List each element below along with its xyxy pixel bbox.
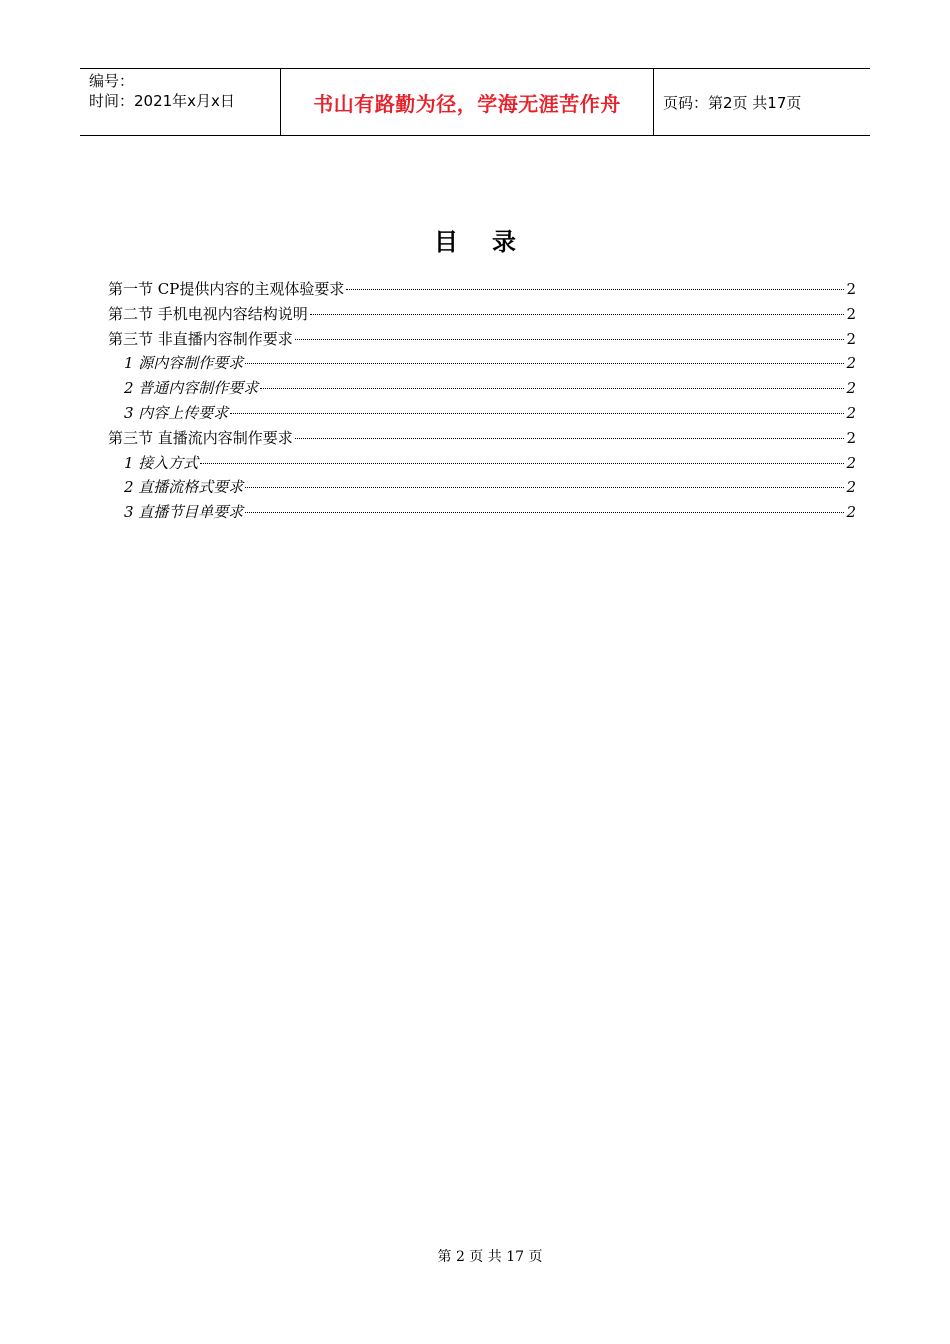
toc-entry-label: 第一节 CP提供内容的主观体验要求	[108, 280, 345, 298]
toc-entry-page: 2	[846, 453, 856, 472]
toc-leader	[295, 437, 844, 439]
toc-subentry[interactable]	[108, 402, 856, 427]
toc-leader	[245, 511, 844, 513]
code-label: 编号：	[89, 72, 135, 90]
toc-entry-page: 2	[846, 503, 856, 522]
toc-leader	[346, 288, 844, 290]
toc-subentry[interactable]	[108, 352, 856, 377]
toc-entry-label: 第三节 非直播内容制作要求	[108, 329, 293, 348]
toc-entry-page: 2	[846, 354, 856, 373]
toc-leader	[200, 462, 844, 464]
toc-leader	[260, 387, 844, 389]
toc-subentry[interactable]	[108, 377, 856, 402]
toc-title: 目录	[434, 228, 550, 256]
toc-entry-page: 2	[846, 428, 856, 447]
header-meta	[80, 69, 281, 135]
toc-entry[interactable]	[108, 328, 856, 353]
toc-entry-label: 2 普通内容制作要求	[124, 379, 259, 398]
toc-entry-label: 1 接入方式	[124, 453, 199, 472]
toc-entry-label: 第三节 直播流内容制作要求	[108, 428, 293, 447]
header-page-info: 页码：第2页 共17页	[663, 93, 802, 112]
time-label: 时间：2021年x月x日	[89, 92, 235, 110]
page-footer: 第 2 页 共 17 页	[437, 1249, 543, 1265]
toc-leader	[245, 486, 844, 488]
toc-entry-page: 2	[846, 280, 856, 298]
toc-entry-page: 2	[846, 403, 856, 422]
table-of-contents	[108, 278, 856, 526]
toc-subentry[interactable]	[108, 452, 856, 477]
toc-leader	[245, 362, 844, 364]
toc-entry[interactable]	[108, 278, 856, 303]
toc-entry-page: 2	[846, 379, 856, 398]
toc-entry-page: 2	[846, 478, 856, 497]
toc-entry-label: 2 直播流格式要求	[124, 478, 244, 497]
toc-entry-label: 3 直播节目单要求	[124, 503, 244, 522]
toc-leader	[310, 313, 844, 315]
toc-leader	[230, 412, 844, 414]
toc-entry-label: 1 源内容制作要求	[124, 354, 244, 373]
toc-subentry[interactable]	[108, 501, 856, 526]
page-header	[80, 68, 870, 136]
toc-entry-label: 3 内容上传要求	[124, 403, 229, 422]
toc-leader	[295, 338, 844, 340]
toc-entry[interactable]	[108, 427, 856, 452]
toc-entry-page: 2	[846, 304, 856, 323]
toc-entry[interactable]	[108, 303, 856, 328]
toc-entry-page: 2	[846, 329, 856, 348]
header-motto: 书山有路勤为径，学海无涯苦作舟	[281, 69, 654, 135]
toc-subentry[interactable]	[108, 476, 856, 501]
toc-entry-label: 第二节 手机电视内容结构说明	[108, 304, 308, 323]
